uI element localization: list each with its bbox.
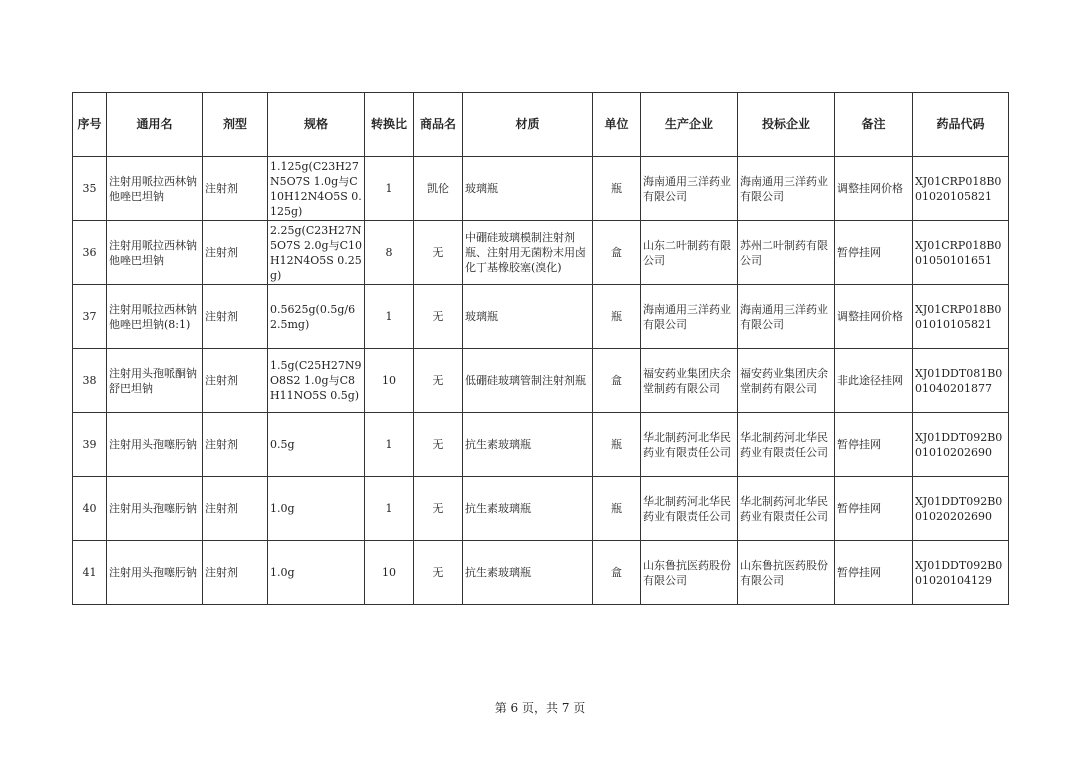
remark-cell: 暂停挂网 <box>835 413 913 477</box>
manufacturer-cell: 华北制药河北华民药业有限责任公司 <box>641 477 738 541</box>
brand-name-cell: 凯伦 <box>414 157 463 221</box>
dosage-form-header: 剂型 <box>203 93 268 157</box>
conversion-ratio-cell: 1 <box>365 157 414 221</box>
material-cell: 玻璃瓶 <box>463 157 593 221</box>
unit-cell: 瓶 <box>593 285 641 349</box>
bidder-cell: 山东鲁抗医药股份有限公司 <box>738 541 835 605</box>
spec-cell: 0.5625g(0.5g/62.5mg) <box>268 285 365 349</box>
material-cell: 玻璃瓶 <box>463 285 593 349</box>
bidder-cell: 海南通用三洋药业有限公司 <box>738 157 835 221</box>
drug-code-cell: XJ01CRP018B001010105821 <box>913 285 1009 349</box>
drug-code-cell: XJ01DDT092B001020202690 <box>913 477 1009 541</box>
table-row <box>73 541 1009 605</box>
conversion-ratio-cell: 1 <box>365 285 414 349</box>
unit-cell: 瓶 <box>593 413 641 477</box>
generic-name-cell: 注射用头孢噻肟钠 <box>107 477 203 541</box>
manufacturer-cell: 海南通用三洋药业有限公司 <box>641 285 738 349</box>
table-row <box>73 157 1009 221</box>
table-body <box>73 157 1009 605</box>
brand-name-cell: 无 <box>414 221 463 285</box>
dosage-form-cell: 注射剂 <box>203 477 268 541</box>
table-header-row <box>73 93 1009 157</box>
material-cell: 抗生素玻璃瓶 <box>463 477 593 541</box>
brand-name-cell: 无 <box>414 413 463 477</box>
generic-name-header: 通用名 <box>107 93 203 157</box>
spec-header: 规格 <box>268 93 365 157</box>
dosage-form-cell: 注射剂 <box>203 413 268 477</box>
material-cell: 抗生素玻璃瓶 <box>463 541 593 605</box>
dosage-form-cell: 注射剂 <box>203 157 268 221</box>
generic-name-cell: 注射用哌拉西林钠他唑巴坦钠 <box>107 157 203 221</box>
seq-header: 序号 <box>73 93 107 157</box>
seq-cell: 35 <box>73 157 107 221</box>
generic-name-cell: 注射用头孢噻肟钠 <box>107 541 203 605</box>
manufacturer-cell: 华北制药河北华民药业有限责任公司 <box>641 413 738 477</box>
manufacturer-cell: 山东鲁抗医药股份有限公司 <box>641 541 738 605</box>
table-row <box>73 285 1009 349</box>
brand-name-cell: 无 <box>414 349 463 413</box>
table-row <box>73 349 1009 413</box>
remark-header: 备注 <box>835 93 913 157</box>
manufacturer-cell: 山东二叶制药有限公司 <box>641 221 738 285</box>
generic-name-cell: 注射用头孢哌酮钠舒巴坦钠 <box>107 349 203 413</box>
manufacturer-cell: 福安药业集团庆余堂制药有限公司 <box>641 349 738 413</box>
bidder-cell: 福安药业集团庆余堂制药有限公司 <box>738 349 835 413</box>
brand-name-cell: 无 <box>414 541 463 605</box>
dosage-form-cell: 注射剂 <box>203 221 268 285</box>
drug-code-header: 药品代码 <box>913 93 1009 157</box>
generic-name-cell: 注射用头孢噻肟钠 <box>107 413 203 477</box>
drug-code-cell: XJ01DDT092B001020104129 <box>913 541 1009 605</box>
conversion-ratio-cell: 1 <box>365 477 414 541</box>
seq-cell: 38 <box>73 349 107 413</box>
dosage-form-cell: 注射剂 <box>203 285 268 349</box>
unit-cell: 瓶 <box>593 157 641 221</box>
material-cell: 低硼硅玻璃管制注射剂瓶 <box>463 349 593 413</box>
table-row <box>73 413 1009 477</box>
table-row <box>73 477 1009 541</box>
drug-code-cell: XJ01DDT092B001010202690 <box>913 413 1009 477</box>
unit-header: 单位 <box>593 93 641 157</box>
unit-cell: 盒 <box>593 349 641 413</box>
drug-code-cell: XJ01DDT081B001040201877 <box>913 349 1009 413</box>
remark-cell: 调整挂网价格 <box>835 157 913 221</box>
drug-code-cell: XJ01CRP018B001050101651 <box>913 221 1009 285</box>
material-cell: 抗生素玻璃瓶 <box>463 413 593 477</box>
generic-name-cell: 注射用哌拉西林钠他唑巴坦钠 <box>107 221 203 285</box>
unit-cell: 瓶 <box>593 477 641 541</box>
conversion-ratio-cell: 1 <box>365 413 414 477</box>
unit-cell: 盒 <box>593 221 641 285</box>
bidder-cell: 华北制药河北华民药业有限责任公司 <box>738 477 835 541</box>
seq-cell: 37 <box>73 285 107 349</box>
conversion-ratio-header: 转换比 <box>365 93 414 157</box>
seq-cell: 40 <box>73 477 107 541</box>
drug-listing-table <box>72 92 1009 605</box>
brand-name-cell: 无 <box>414 285 463 349</box>
spec-cell: 1.0g <box>268 477 365 541</box>
bidder-cell: 华北制药河北华民药业有限责任公司 <box>738 413 835 477</box>
brand-name-header: 商品名 <box>414 93 463 157</box>
table-row <box>73 221 1009 285</box>
brand-name-cell: 无 <box>414 477 463 541</box>
manufacturer-cell: 海南通用三洋药业有限公司 <box>641 157 738 221</box>
manufacturer-header: 生产企业 <box>641 93 738 157</box>
generic-name-cell: 注射用哌拉西林钠他唑巴坦钠(8:1) <box>107 285 203 349</box>
remark-cell: 暂停挂网 <box>835 221 913 285</box>
bidder-cell: 苏州二叶制药有限公司 <box>738 221 835 285</box>
remark-cell: 暂停挂网 <box>835 477 913 541</box>
spec-cell: 1.5g(C25H27N9O8S2 1.0g与C8H11NO5S 0.5g) <box>268 349 365 413</box>
spec-cell: 0.5g <box>268 413 365 477</box>
dosage-form-cell: 注射剂 <box>203 349 268 413</box>
material-cell: 中硼硅玻璃模制注射剂瓶、注射用无菌粉末用卤化丁基橡胶塞(溴化) <box>463 221 593 285</box>
unit-cell: 盒 <box>593 541 641 605</box>
page-number: 第 6 页，共 7 页 <box>494 701 586 715</box>
bidder-cell: 海南通用三洋药业有限公司 <box>738 285 835 349</box>
conversion-ratio-cell: 10 <box>365 541 414 605</box>
spec-cell: 2.25g(C23H27N5O7S 2.0g与C10H12N4O5S 0.25g) <box>268 221 365 285</box>
material-header: 材质 <box>463 93 593 157</box>
spec-cell: 1.125g(C23H27N5O7S 1.0g与C10H12N4O5S 0.125g) <box>268 157 365 221</box>
conversion-ratio-cell: 8 <box>365 221 414 285</box>
seq-cell: 41 <box>73 541 107 605</box>
remark-cell: 调整挂网价格 <box>835 285 913 349</box>
drug-code-cell: XJ01CRP018B001020105821 <box>913 157 1009 221</box>
conversion-ratio-cell: 10 <box>365 349 414 413</box>
bidder-header: 投标企业 <box>738 93 835 157</box>
remark-cell: 暂停挂网 <box>835 541 913 605</box>
remark-cell: 非此途径挂网 <box>835 349 913 413</box>
spec-cell: 1.0g <box>268 541 365 605</box>
dosage-form-cell: 注射剂 <box>203 541 268 605</box>
seq-cell: 36 <box>73 221 107 285</box>
seq-cell: 39 <box>73 413 107 477</box>
